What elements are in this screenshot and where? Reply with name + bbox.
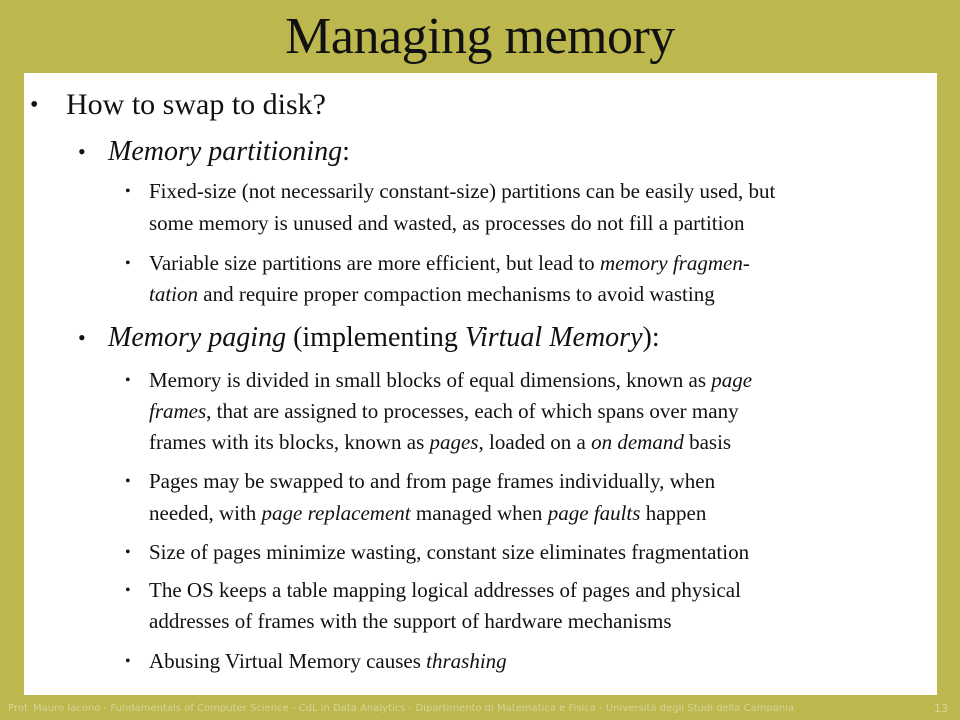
term-memory-paging: Memory paging: [108, 322, 287, 353]
term-memory-fragmentation: memory fragmen-: [599, 251, 750, 275]
bullet-text-line3-suffix: basis: [683, 430, 732, 454]
term-on-demand: on demand: [591, 430, 684, 454]
bullet-icon: •: [125, 544, 131, 561]
bullet-text-line2: and require proper compaction mechanisms to avoid wasting: [198, 282, 715, 306]
term-virtual-memory: Virtual Memory: [464, 322, 643, 353]
term-suffix: :: [342, 136, 350, 167]
bullet-text-line1: Variable size partitions are more efficient, but lead to: [149, 251, 600, 275]
bullet-text-line1: The OS keeps a table mapping logical addresses of pages and physical: [149, 578, 741, 602]
bullet-text-line2: some memory is unused and wasted, as processes do not fill a partition: [149, 211, 745, 235]
bullet-icon: •: [125, 372, 131, 389]
bullet-text-line1: Size of pages minimize wasting, constant size eliminates fragmentation: [149, 540, 750, 564]
bullet-os-table-cont: [149, 606, 672, 637]
bullet-os-table: [125, 575, 741, 606]
bullet-text-line3: frames with its blocks, known as: [149, 430, 430, 454]
term-page: page: [711, 368, 753, 392]
bullet-text-line2: addresses of frames with the support of hardware mechanisms: [149, 609, 672, 633]
bullet-icon: •: [78, 325, 86, 350]
term-memory-fragmentation-cont: tation: [149, 282, 199, 306]
bullet-icon: •: [125, 183, 131, 200]
term-mid: (implementing: [286, 322, 465, 353]
bullet-abusing-vm: [125, 646, 507, 677]
bullet-icon: •: [125, 255, 131, 272]
slide-content: [24, 73, 937, 695]
term-memory-partitioning: Memory partitioning: [108, 136, 343, 167]
term-page-replacement: page replacement: [261, 501, 411, 525]
bullet-text-line2-suffix: happen: [640, 501, 707, 525]
bullet-memory-paging: [78, 322, 660, 354]
bullet-text: How to swap to disk?: [66, 88, 326, 121]
bullet-icon: •: [30, 92, 39, 118]
bullet-icon: •: [125, 473, 131, 490]
bullet-memory-partitioning: [78, 136, 350, 168]
page-number: 13: [934, 702, 948, 715]
bullet-variable-size-cont: [149, 279, 715, 310]
bullet-memory-divided-cont1: [149, 396, 739, 427]
term-page-faults: page faults: [547, 501, 641, 525]
bullet-memory-divided-cont2: [149, 427, 731, 458]
bullet-fixed-size: [125, 176, 776, 207]
bullet-text-line1: Memory is divided in small blocks of equal dimensions, known as: [149, 368, 712, 392]
bullet-pages-swapped-cont: [149, 498, 706, 529]
term-pages: pages: [429, 430, 479, 454]
slide-title: Managing memory: [285, 8, 675, 65]
bullet-variable-size: [125, 248, 750, 279]
bullet-text-line1: Pages may be swapped to and from page frames individually, when: [149, 469, 716, 493]
term-suffix: ):: [642, 322, 660, 353]
bullet-icon: •: [78, 139, 86, 164]
bullet-memory-divided: [125, 365, 753, 396]
bullet-text-line2-mid: managed when: [410, 501, 548, 525]
bullet-text-line1: Fixed-size (not necessarily constant-size) partitions can be easily used, but: [149, 179, 776, 203]
slide-footer: Prof. Mauro Iacono - Fundamentals of Computer Science - CdL in Data Analytics - Dipartimento di Matematica e Fisica - Università degli Studi della Campania: [8, 703, 795, 714]
bullet-text-line3-mid: , loaded on a: [478, 430, 592, 454]
bullet-text-line2: , that are assigned to processes, each of which spans over many: [206, 399, 739, 423]
term-thrashing: thrashing: [426, 649, 507, 673]
bullet-text-line2: needed, with: [149, 501, 262, 525]
bullet-text-line1: Abusing Virtual Memory causes: [149, 649, 427, 673]
bullet-icon: •: [125, 653, 131, 670]
bullet-icon: •: [125, 582, 131, 599]
bullet-pages-swapped: [125, 466, 716, 497]
bullet-how-to-swap: [30, 88, 326, 122]
bullet-fixed-size-cont: [149, 208, 744, 239]
term-frames: frames: [149, 399, 207, 423]
bullet-size-of-pages: [125, 537, 750, 568]
